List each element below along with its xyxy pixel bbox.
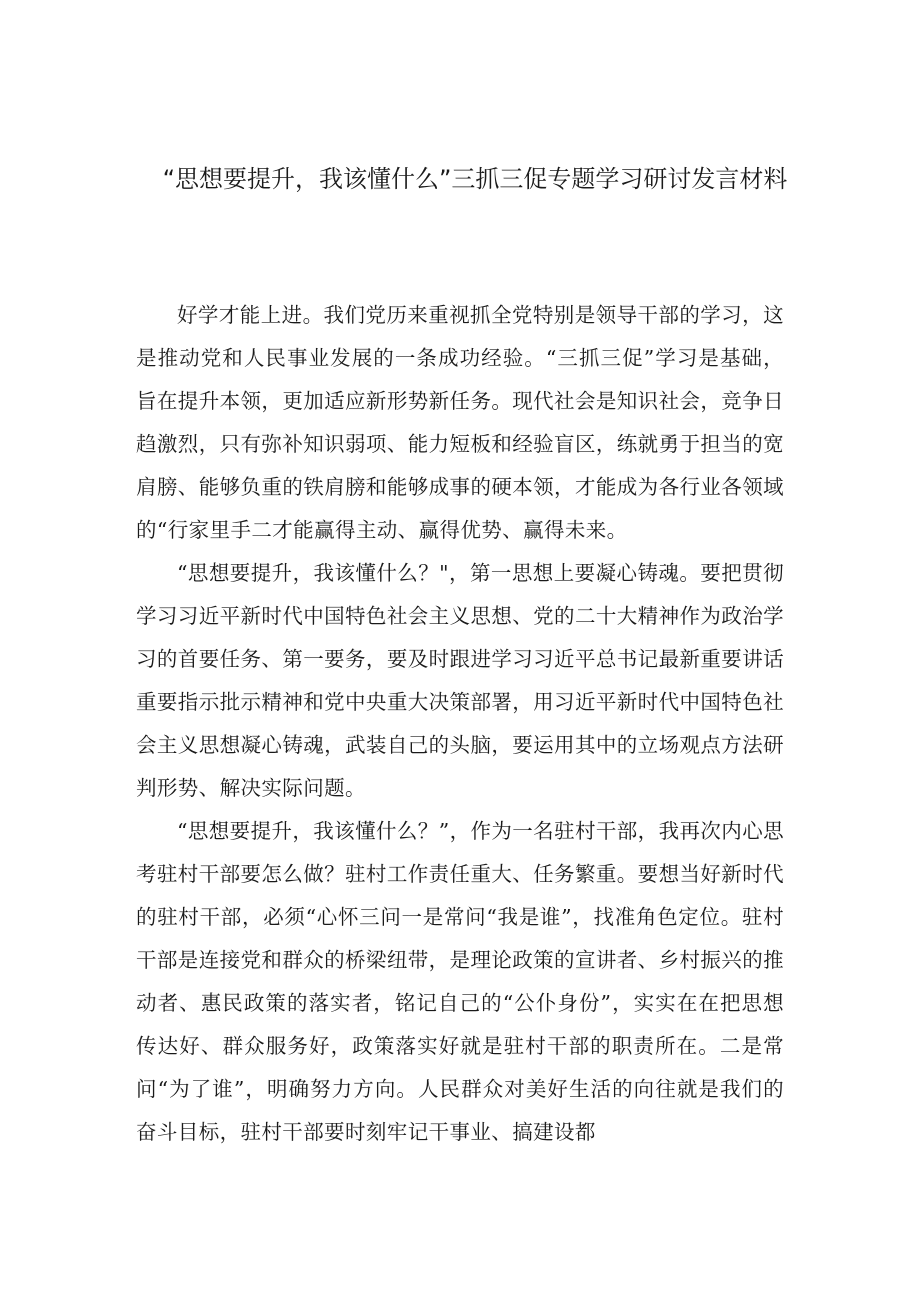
paragraph: “思想要提升，我该懂什么？”，作为一名驻村干部，我再次内心思考驻村干部要怎么做？驻村工作责任重大、任务繁重。要想当好新时代的驻村干部，必须“心怀三问一是常问“我是谁”，找准角色定位。驻村干部是连接党和群众的桥梁纽带，是理论政策的宣讲者、乡村振兴的推动者、惠民政策的落实者，铭记自己的“公仆身份”，实实在在把思想传达好、群众服务好，政策落实好就是驻村干部的职责所在。二是常问“为了谁”，明确努力方向。人民群众对美好生活的向往就是我们的奋斗目标，驻村干部要时刻牢记干事业、搞建设都	[136, 819, 784, 1144]
paragraph: “思想要提升，我该懂什么？"，第一思想上要凝心铸魂。要把贯彻学习习近平新时代中国特色社会主义思想、党的二十大精神作为政治学习的首要任务、第一要务，要及时跟进学习习近平总书记最新重要讲话重要指示批示精神和党中央重大决策部署，用习近平新时代中国特色社会主义思想凝心铸魂，武装自己的头脑，要运用其中的立场观点方法研判形势、解决实际问题。	[136, 561, 784, 800]
document-body	[136, 294, 784, 1154]
paragraph: 好学才能上进。我们党历来重视抓全党特别是领导干部的学习，这是推动党和人民事业发展的一条成功经验。“三抓三促”学习是基础，旨在提升本领，更加适应新形势新任务。现代社会是知识社会，竞争日趋激烈，只有弥补知识弱项、能力短板和经验盲区，练就勇于担当的宽肩膀、能够负重的铁肩膀和能够成事的硬本领，才能成为各行业各领域的“行家里手二才能赢得主动、赢得优势、赢得未来。	[136, 303, 784, 542]
document-title: “思想要提升，我该懂什么”三抓三促专题学习研讨发言材料	[162, 165, 788, 193]
